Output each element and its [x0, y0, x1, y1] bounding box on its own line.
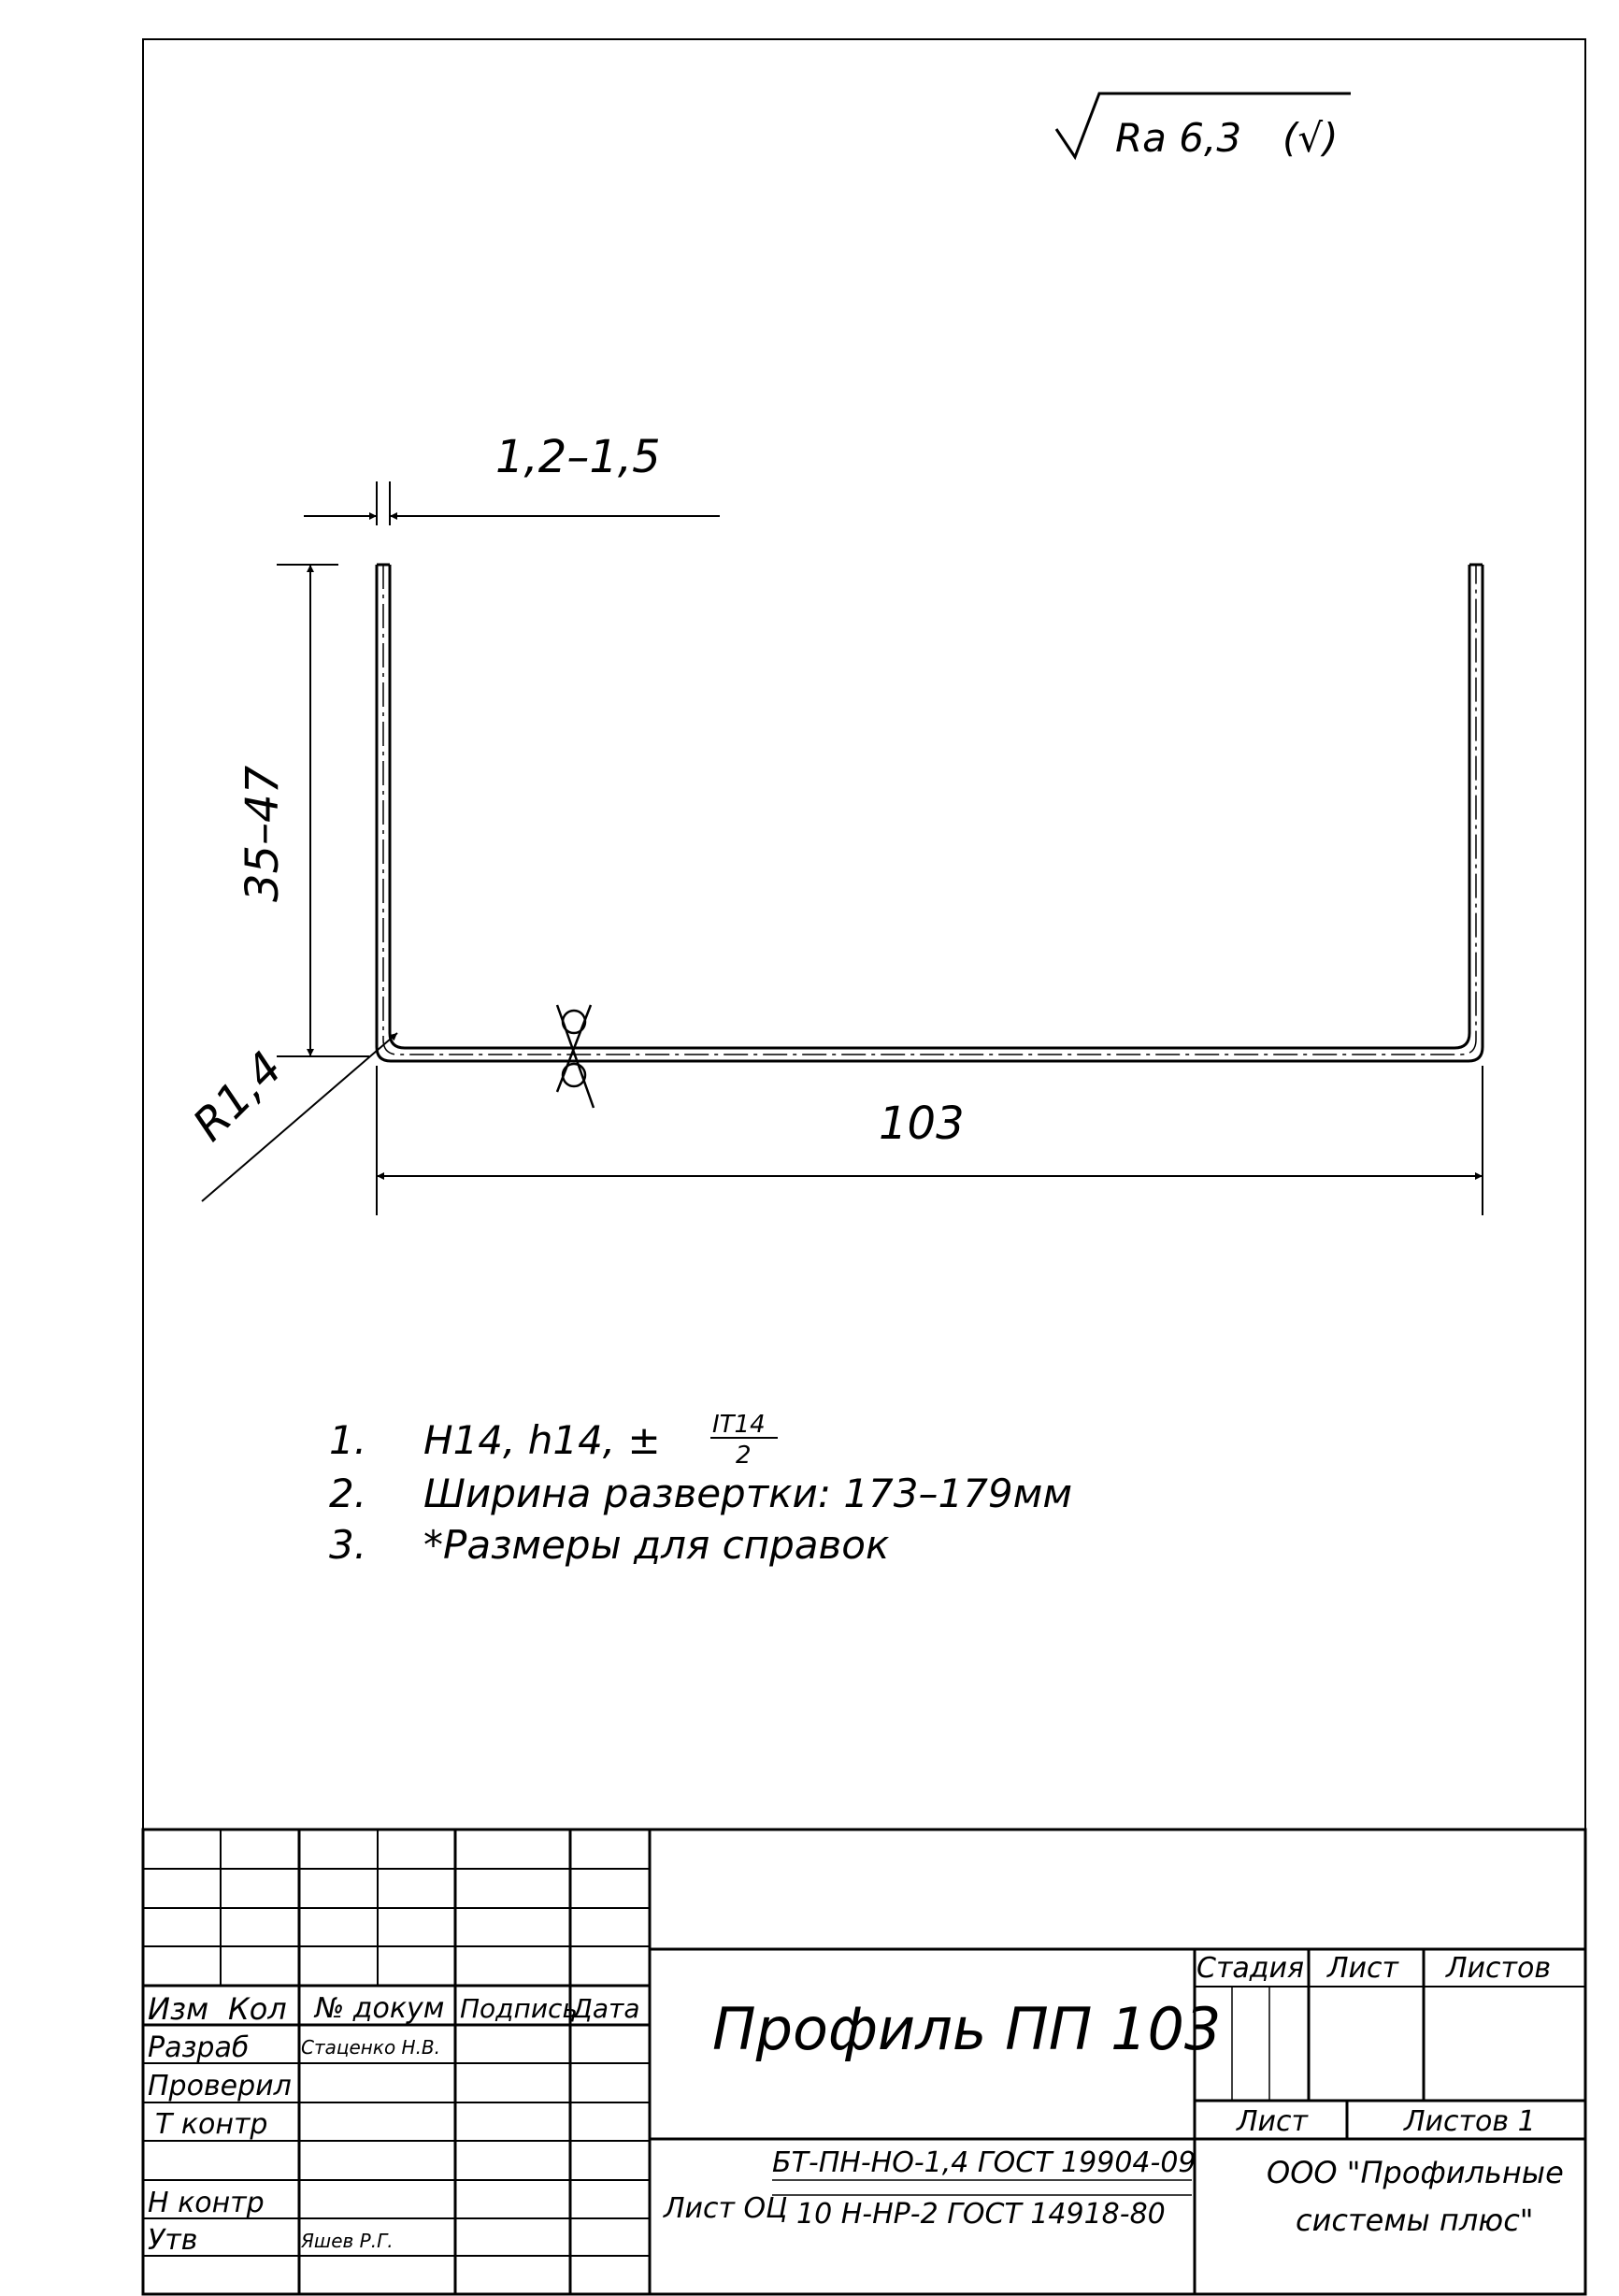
company-line1: ООО "Профильные [1267, 2155, 1564, 2190]
note-1-fraction-numerator: IT14 [712, 1411, 766, 1439]
material-prefix: Лист ОЦ [664, 2192, 788, 2225]
radius-value: R1,4 [182, 1041, 294, 1152]
stage-label: Стадия [1196, 1952, 1305, 1985]
header-date: Дата [572, 1993, 640, 2024]
height-dimension [236, 565, 369, 1056]
section-mark [557, 1005, 594, 1108]
radius-leader [183, 1033, 397, 1201]
header-izm: Изм [148, 1991, 209, 2027]
name-razrab: Стаценко Н.В. [301, 2036, 441, 2059]
sheets-total: Листов 1 [1404, 2105, 1536, 2138]
roughness-symbol [1056, 93, 1351, 161]
company-line2: системы плюс" [1296, 2203, 1534, 2238]
width-dimension [377, 1066, 1483, 1215]
name-utv: Яшев Р.Г. [301, 2230, 394, 2252]
header-kol: Кол [228, 1991, 287, 2027]
note-2-number: 2. [329, 1471, 367, 1516]
role-tkontr: Т контр [155, 2108, 268, 2141]
width-value: 103 [879, 1098, 965, 1150]
material-line1: БТ-ПН-НО-1,4 ГОСТ 19904-09 [772, 2146, 1196, 2179]
material-line2: 10 Н-НР-2 ГОСТ 14918-80 [796, 2198, 1166, 2231]
roughness-suffix: (√) [1282, 115, 1339, 161]
note-3-number: 3. [329, 1522, 367, 1568]
header-sign: Подпись [460, 1993, 578, 2024]
role-utv: Утв [148, 2224, 198, 2257]
sheets-label: Листов [1446, 1952, 1552, 1985]
height-value: 35–47 [236, 765, 289, 902]
note-1-fraction-denominator: 2 [736, 1442, 752, 1470]
role-razrab: Разраб [148, 2031, 250, 2064]
notes [329, 1411, 1072, 1568]
note-1-number: 1. [329, 1417, 367, 1463]
thickness-dimension [304, 431, 720, 525]
roughness-value: Ra 6,3 [1115, 115, 1242, 161]
sheet-label: Лист [1327, 1952, 1399, 1985]
title-block [143, 1830, 1585, 2294]
role-proveril: Проверил [148, 2070, 292, 2102]
header-doc: № докум [315, 1992, 445, 2025]
sheet-label-2: Лист [1237, 2105, 1309, 2138]
note-2-text: Ширина развертки: 173–179мм [423, 1471, 1073, 1516]
note-1-text: H14, h14, ± [423, 1417, 661, 1463]
thickness-value: 1,2–1,5 [495, 431, 661, 483]
note-3-text: *Размеры для справок [423, 1522, 890, 1568]
drawing-title: Профиль ПП 103 [712, 1995, 1222, 2063]
profile-outline [377, 565, 1483, 1061]
role-nkontr: Н контр [148, 2187, 265, 2219]
